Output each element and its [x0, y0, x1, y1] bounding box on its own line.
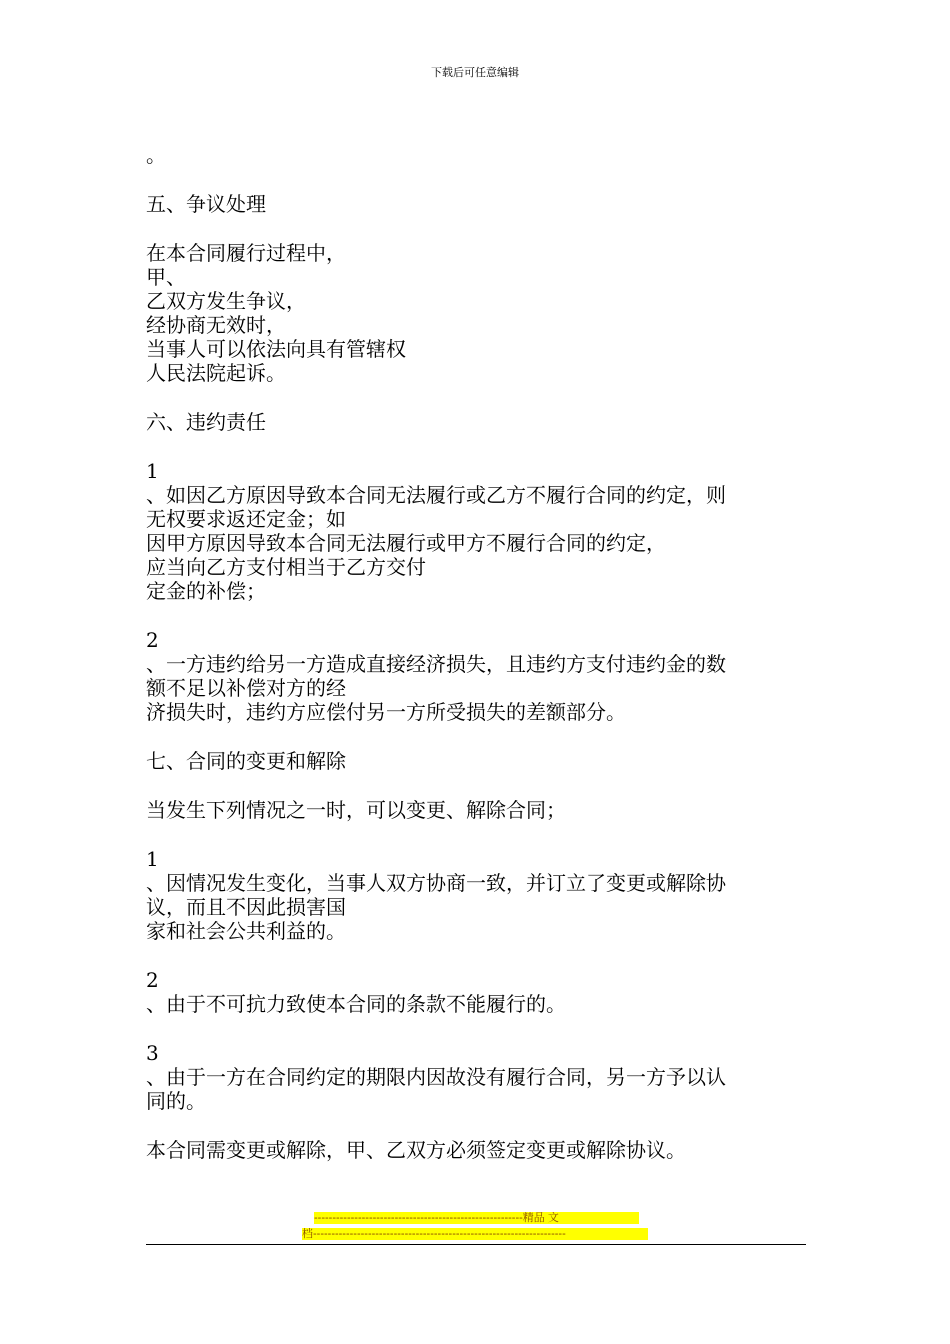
blank-line [146, 724, 812, 749]
text-line: 定金的补偿； [146, 579, 266, 603]
blank-line [146, 943, 812, 968]
text-line: 当发生下列情况之一时，可以变更、解除合同； [146, 798, 566, 822]
document-body [146, 143, 812, 1162]
text-line: 1 [146, 847, 159, 871]
blank-line [146, 603, 812, 628]
blank-line [146, 1016, 812, 1041]
blank-line [146, 434, 812, 459]
text-line: 本合同需变更或解除，甲、乙双方必须签定变更或解除协议。 [146, 1138, 686, 1162]
text-line: 五、争议处理 [146, 192, 266, 216]
text-line: 、一方违约给另一方造成直接经济损失，且违约方支付违约金的数 [146, 652, 726, 676]
text-line: 在本合同履行过程中， [146, 241, 346, 265]
blank-line [146, 1113, 812, 1138]
text-line: 额不足以补偿对方的经 [146, 676, 346, 700]
text-line: 六、违约责任 [146, 410, 266, 434]
text-line: 2 [146, 628, 159, 652]
text-line: 1 [146, 459, 159, 483]
blank-line [146, 773, 812, 798]
text-line: 、由于不可抗力致使本合同的条款不能履行的。 [146, 992, 566, 1016]
text-line: 甲、 [146, 265, 186, 289]
text-line: 。 [146, 143, 166, 167]
blank-line [146, 822, 812, 847]
text-line: 议，而且不因此损害国 [146, 895, 346, 919]
text-line: 乙双方发生争议， [146, 289, 306, 313]
footer-highlight-line-1: ---------------------------------------------------------精品 文 [314, 1212, 639, 1224]
text-line: 无权要求返还定金；如 [146, 507, 346, 531]
text-line: 当事人可以依法向具有管辖权 [146, 337, 406, 361]
text-line: 同的。 [146, 1089, 206, 1113]
text-line: 因甲方原因导致本合同无法履行或甲方不履行合同的约定， [146, 531, 666, 555]
blank-line [146, 216, 812, 241]
text-line: 2 [146, 968, 159, 992]
text-line: 、由于一方在合同约定的期限内因故没有履行合同，另一方予以认 [146, 1065, 726, 1089]
blank-line [146, 385, 812, 410]
blank-line [146, 167, 812, 192]
footer-highlight-line-2: 档--------------------------------------------------------------------- [302, 1228, 648, 1240]
text-line: 家和社会公共利益的。 [146, 919, 346, 943]
footer-rule [146, 1244, 806, 1245]
text-line: 、因情况发生变化，当事人双方协商一致，并订立了变更或解除协 [146, 871, 726, 895]
text-line: 经协商无效时， [146, 313, 286, 337]
text-line: 人民法院起诉。 [146, 361, 286, 385]
text-line: 济损失时，违约方应偿付另一方所受损失的差额部分。 [146, 700, 626, 724]
text-line: 3 [146, 1041, 159, 1065]
text-line: 七、合同的变更和解除 [146, 749, 346, 773]
text-line: 、如因乙方原因导致本合同无法履行或乙方不履行合同的约定，则 [146, 483, 726, 507]
text-line: 应当向乙方支付相当于乙方交付 [146, 555, 426, 579]
page-header: 下载后可任意编辑 [431, 66, 519, 79]
